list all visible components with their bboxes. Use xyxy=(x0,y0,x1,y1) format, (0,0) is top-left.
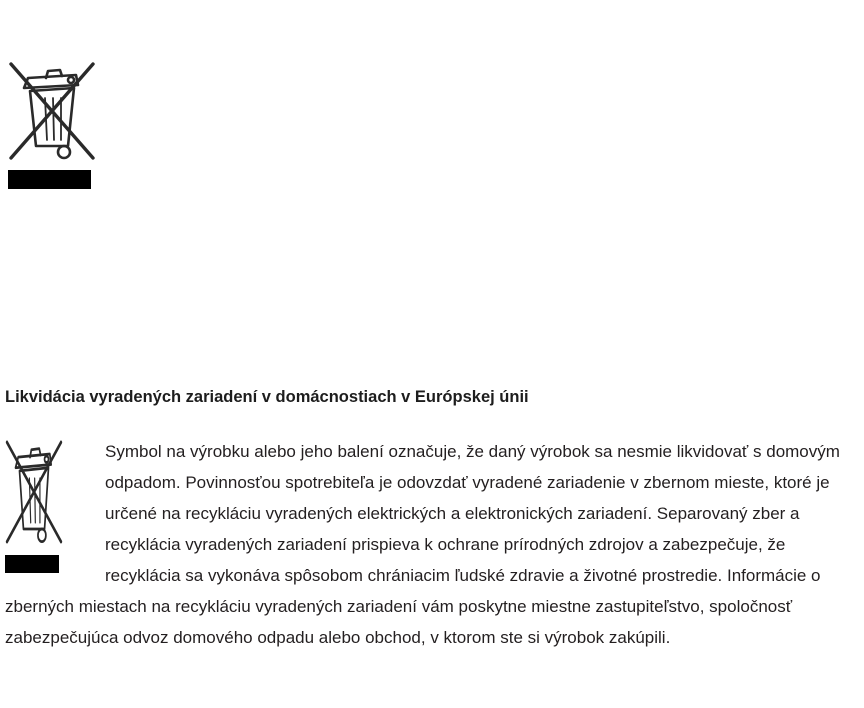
paragraph-block xyxy=(5,436,861,653)
section-eu-disposal xyxy=(5,388,861,653)
black-bar-icon xyxy=(8,170,91,189)
body-paragraph: Symbol na výrobku alebo jeho balení označuje, že daný výrobok sa nesmie likvidovať s domovým odpadom. Povinnosťou spotrebiteľa je odovzdať vyradené zariadenie v zbernom mieste, ktoré je určené na recykláciu vyradených elektrických a elektronických zariadení. Separovaný zber a recyklácia vyradených zariadení prispieva k ochrane prírodných zdrojov a zabezpečuje, že recyklácia sa vykonáva spôsobom chrániacim ľudské zdravie a životné prostredie. Informácie o zberných miestach na recykláciu vyradených zariadení vám poskytne miestne zastupiteľstvo, spoločnosť zabezpečujúca odvoz domového odpadu alebo obchod, v ktorom ste si výrobok zakúpili. xyxy=(5,442,840,647)
crossed-out-wheeled-bin-icon xyxy=(8,58,96,164)
weee-symbol-inline xyxy=(5,436,63,586)
section-heading: Likvidácia vyradených zariadení v domácnostiach v Európskej únii xyxy=(5,388,529,406)
black-bar-icon xyxy=(5,555,59,573)
weee-symbol-top xyxy=(8,58,98,189)
crossed-out-wheeled-bin-icon xyxy=(5,436,63,548)
